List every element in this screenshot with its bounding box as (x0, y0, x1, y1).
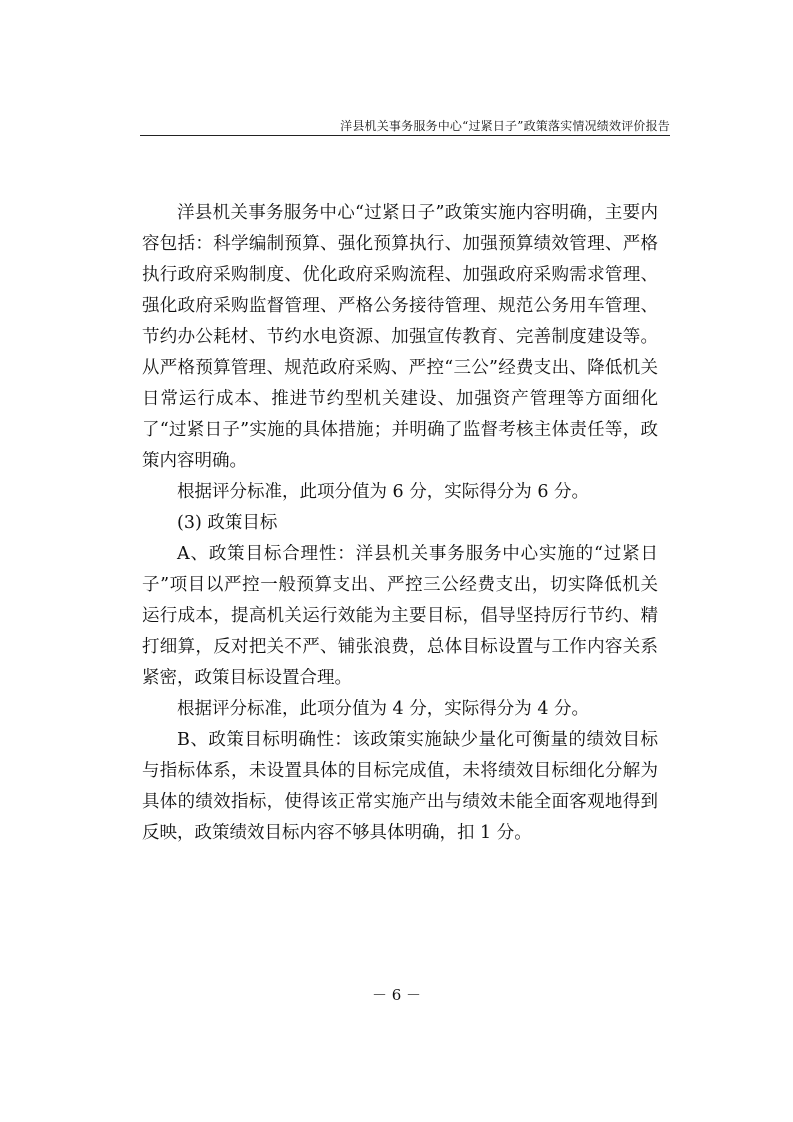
goal-clarity-paragraph: B、政策目标明确性：该政策实施缺少量化可衡量的绩效目标与指标体系，未设置具体的目标完成值，未将绩效目标细化分解为具体的绩效指标，使得该正常实施产出与绩效未能全面客观地得到反映，政策绩效目标内容不够具体明确，扣 1 分。 (142, 730, 658, 843)
page-number: － 6 － (371, 986, 422, 1004)
goal-rationality-paragraph: A、政策目标合理性：洋县机关事务服务中心实施的“过紧日子”项目以严控一般预算支出、严控三公经费支出，切实降低机关运行成本，提高机关运行效能为主要目标，倡导坚持厉行节约、精打细算，反对把关不严、铺张浪费，总体目标设置与工作内容关系紧密，政策目标设置合理。 (142, 544, 658, 688)
header-divider (140, 135, 670, 136)
document-body (142, 198, 658, 849)
section-heading-policy-goals: (3) 政策目标 (177, 513, 278, 533)
score-note-rationality: 根据评分标准，此项分值为 4 分，实际得分为 4 分。 (177, 699, 590, 719)
score-note-content: 根据评分标准，此项分值为 6 分，实际得分为 6 分。 (177, 482, 590, 502)
policy-content-paragraph: 洋县机关事务服务中心“过紧日子”政策实施内容明确，主要内容包括：科学编制预算、强化预算执行、加强预算绩效管理、严格执行政府采购制度、优化政府采购流程、加强政府采购需求管理、强化政府采购监督管理、严格公务接待管理、规范公务用车管理、节约办公耗材、节约水电资源、加强宣传教育、完善制度建设等。从严格预算管理、规范政府采购、严控“三公”经费支出、降低机关日常运行成本、推进节约型机关建设、加强资产管理等方面细化了“过紧日子”实施的具体措施；并明确了监督考核主体责任等，政策内容明确。 (142, 203, 658, 471)
running-header: 洋县机关事务服务中心“过紧日子”政策落实情况绩效评价报告 (340, 119, 670, 133)
